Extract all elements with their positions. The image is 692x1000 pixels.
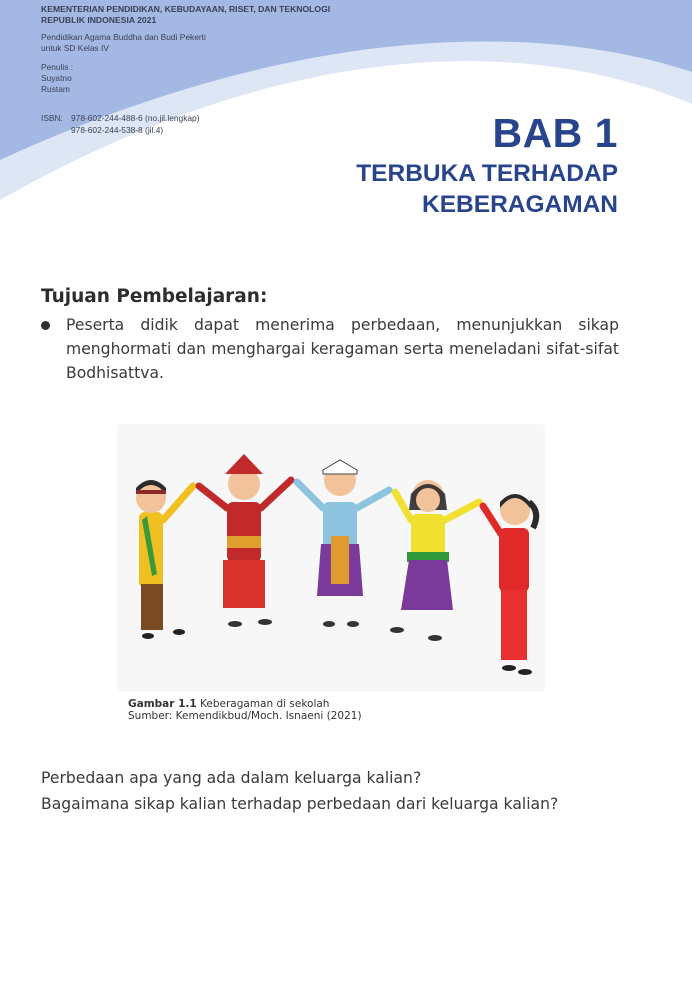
question-item: Bagaimana sikap kalian terhadap perbedaan dari keluarga kalian? bbox=[41, 795, 559, 813]
ministry-name: KEMENTERIAN PENDIDIKAN, KEBUDAYAAN, RISET, DAN TEKNOLOGI bbox=[41, 4, 331, 14]
book-title: Pendidikan Agama Buddha dan Budi Pekerti bbox=[41, 32, 206, 42]
child-figure-2 bbox=[199, 454, 291, 627]
question-item: Perbedaan apa yang ada dalam keluarga kalian? bbox=[41, 769, 422, 787]
bullet-icon bbox=[41, 321, 50, 330]
book-grade: untuk SD Kelas IV bbox=[41, 43, 109, 53]
reflection-questions bbox=[41, 765, 558, 817]
chapter-heading bbox=[356, 108, 618, 220]
isbn-label: ISBN: bbox=[41, 113, 63, 123]
isbn-block bbox=[41, 112, 200, 136]
child-figure-4 bbox=[390, 480, 479, 641]
objectives-list bbox=[41, 313, 619, 385]
child-figure-1 bbox=[136, 480, 193, 639]
author-name: Suyatno bbox=[41, 73, 72, 83]
figure-caption bbox=[128, 698, 362, 722]
authors-label: Penulis : bbox=[41, 62, 74, 72]
objectives-heading: Tujuan Pembelajaran: bbox=[41, 286, 268, 307]
figure-illustration bbox=[117, 424, 545, 692]
chapter-number: BAB 1 bbox=[492, 110, 618, 156]
child-figure-3 bbox=[297, 460, 389, 627]
isbn-volume: 978-602-244-538-8 (jil.4) bbox=[71, 125, 164, 135]
figure-source: Sumber: Kemendikbud/Moch. Isnaeni (2021) bbox=[128, 710, 362, 722]
authors-block bbox=[41, 62, 73, 95]
publisher-block bbox=[41, 4, 330, 26]
figure-caption-text: Keberagaman di sekolah bbox=[196, 698, 330, 710]
author-name: Rustam bbox=[41, 84, 70, 94]
publication-year: REPUBLIK INDONESIA 2021 bbox=[41, 15, 157, 25]
chapter-title-line2: KEBERAGAMAN bbox=[422, 191, 618, 218]
objective-text: Peserta didik dapat menerima perbedaan, menunjukkan sikap menghormati dan menghargai keragaman serta meneladani sifat-sifat Bodhisattva. bbox=[66, 316, 619, 382]
chapter-title-line1: TERBUKA TERHADAP bbox=[356, 160, 618, 187]
book-info bbox=[41, 32, 206, 54]
child-figure-5 bbox=[483, 494, 536, 675]
figure-label: Gambar 1.1 bbox=[128, 698, 197, 710]
isbn-full: 978-602-244-488-6 (no.jil.lengkap) bbox=[71, 113, 200, 123]
objective-item bbox=[41, 313, 619, 385]
